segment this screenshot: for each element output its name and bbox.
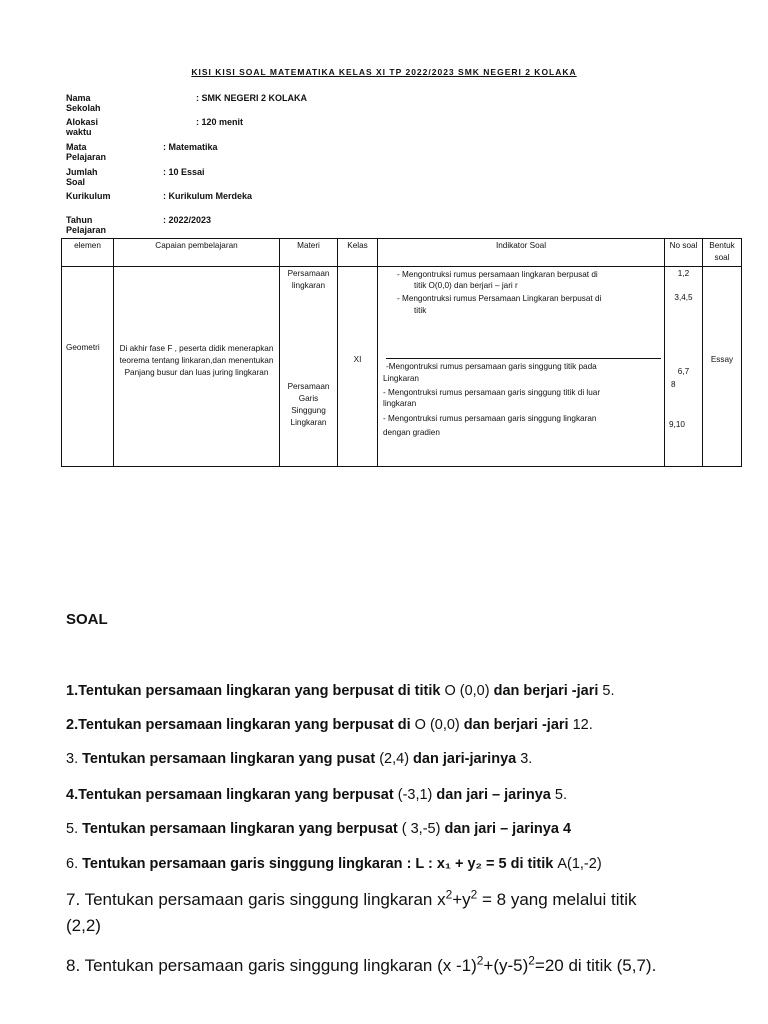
header-materi: Materi — [280, 239, 338, 267]
indikator-line: titik — [414, 306, 427, 315]
no-soal-value: 9,10 — [669, 420, 685, 429]
question-text: (2,4) — [379, 751, 414, 767]
indikator-line: - Mengontruksi rumus persamaan lingkaran berpusat di — [397, 270, 598, 279]
cell-kelas — [338, 267, 378, 467]
superscript: 2 — [470, 887, 478, 902]
question-1 — [66, 682, 716, 700]
indikator-line: -Mengontruksi rumus persamaan garis singgung titik pada — [386, 362, 597, 371]
superscript: 2 — [528, 953, 535, 968]
question-text: 4.Tentukan persamaan lingkaran yang berpusat — [66, 787, 398, 803]
question-2 — [66, 716, 716, 734]
question-text: (2,2) — [66, 916, 101, 935]
question-text: 8. Tentukan persamaan garis singgung lingkaran (x -1) — [66, 956, 477, 975]
table-row — [62, 267, 742, 467]
header-indikator: Indikator Soal — [378, 239, 665, 267]
question-text: dan jari – jarinya — [436, 787, 555, 803]
info-value: : 10 Essai — [163, 167, 205, 177]
question-3 — [66, 750, 716, 768]
indikator-line: Lingkaran — [383, 374, 419, 383]
document-title: KISI KISI SOAL MATEMATIKA KELAS XI TP 2022/2023 SMK NEGERI 2 KOLAKA — [191, 67, 577, 77]
cell-materi — [280, 267, 338, 467]
superscript: 2 — [445, 887, 453, 902]
question-text: A(1,-2) — [557, 856, 602, 872]
question-number: 5. — [66, 821, 83, 837]
cell-no-soal — [665, 267, 703, 467]
question-text: 3. — [520, 751, 533, 767]
no-soal-value: 6,7 — [677, 367, 690, 376]
info-label: Kurikulum — [66, 191, 111, 201]
materi-persamaan-lingkaran: Persamaan lingkaran — [287, 269, 330, 290]
indikator-line: titik O(0,0) dan berjari – jari r — [414, 281, 518, 290]
question-text: Tentukan persamaan garis singgung lingkaran : L : x₁ + y₂ = 5 di titik — [82, 856, 558, 872]
bentuk-soal-text: Essay — [710, 355, 734, 364]
question-text: = 8 yang melalui titik — [477, 890, 637, 909]
indikator-line: lingkaran — [383, 399, 417, 408]
question-text: 5. — [554, 787, 567, 803]
question-text: (-3,1) — [397, 787, 437, 803]
no-soal-value: 3,4,5 — [674, 293, 693, 302]
question-6 — [66, 855, 716, 873]
no-soal-value: 1,2 — [677, 269, 690, 278]
indikator-line: - Mengontruksi rumus persamaan garis singgung titik di luar — [383, 388, 601, 397]
question-text: 1.Tentukan persamaan lingkaran yang berpusat di titik — [66, 683, 445, 699]
kelas-text: XI — [353, 355, 362, 364]
info-label: Jumlah Soal — [66, 167, 98, 187]
question-text: O (0,0) — [444, 683, 494, 699]
info-label: Tahun Pelajaran — [66, 215, 107, 235]
header-kelas: Kelas — [338, 239, 378, 267]
question-text: +(y-5) — [483, 956, 529, 975]
materi-garis-singgung: Persamaan Garis Singgung Lingkaran — [287, 382, 330, 427]
kisi-kisi-table — [61, 238, 742, 467]
indikator-line: dengan gradien — [383, 428, 440, 437]
cell-elemen — [62, 267, 114, 467]
header-bentuk-soal: Bentuk soal — [703, 239, 742, 267]
question-text: ( 3,-5) — [401, 821, 445, 837]
info-value: : Kurikulum Merdeka — [163, 191, 253, 201]
info-label: Nama Sekolah — [66, 93, 101, 113]
question-8 — [66, 953, 716, 979]
indikator-line: - Mengontruksi rumus Persamaan Lingkaran berpusat di — [397, 294, 602, 303]
info-value: : 2022/2023 — [163, 215, 212, 225]
elemen-text: Geometri — [66, 343, 100, 352]
question-text: dan berjari -jari — [493, 683, 603, 699]
header-elemen: elemen — [62, 239, 114, 267]
info-label: Alokasi waktu — [66, 117, 99, 137]
question-text: 2.Tentukan persamaan lingkaran yang berpusat di — [66, 717, 415, 733]
no-soal-value: 8 — [671, 380, 676, 389]
question-text: Tentukan persamaan lingkaran yang berpusat — [82, 821, 402, 837]
table-header-row — [62, 239, 742, 267]
indikator-line: - Mengontruksi rumus persamaan garis singgung lingkaran — [383, 414, 597, 423]
info-label: Mata Pelajaran — [66, 142, 107, 162]
question-text: dan jari-jarinya — [413, 751, 521, 767]
superscript: 2 — [476, 953, 484, 968]
question-text: 7. Tentukan persamaan garis singgung lingkaran x — [66, 890, 446, 909]
cell-indikator — [378, 267, 665, 467]
question-text: +y — [452, 890, 471, 909]
question-text: dan berjari -jari — [463, 717, 573, 733]
question-text: Tentukan persamaan lingkaran yang pusat — [82, 751, 380, 767]
question-5 — [66, 820, 716, 838]
capaian-text: Di akhir fase F , peserta didik menerapkan teorema tentang linkaran,dan menentukan Panjang busur dan luas juring lingkaran — [119, 344, 274, 377]
question-text: dan jari – jarinya 4 — [444, 821, 572, 837]
info-value: : SMK NEGERI 2 KOLAKA — [196, 93, 308, 103]
soal-heading: SOAL — [66, 611, 108, 628]
question-text: O (0,0) — [414, 717, 464, 733]
indikator-divider — [386, 358, 661, 359]
info-value: : Matematika — [163, 142, 218, 152]
question-number: 6. — [66, 856, 83, 872]
question-text: 12. — [572, 717, 593, 733]
info-value: : 120 menit — [196, 117, 244, 127]
cell-capaian — [114, 267, 280, 467]
question-number: 3. — [66, 751, 83, 767]
header-capaian: Capaian pembelajaran — [114, 239, 280, 267]
header-no-soal: No soal — [665, 239, 703, 267]
question-4 — [66, 786, 716, 804]
question-text: 5. — [602, 683, 615, 699]
cell-bentuk-soal — [703, 267, 742, 467]
question-7 — [66, 887, 716, 939]
question-text: =20 di titik (5,7). — [534, 956, 657, 975]
